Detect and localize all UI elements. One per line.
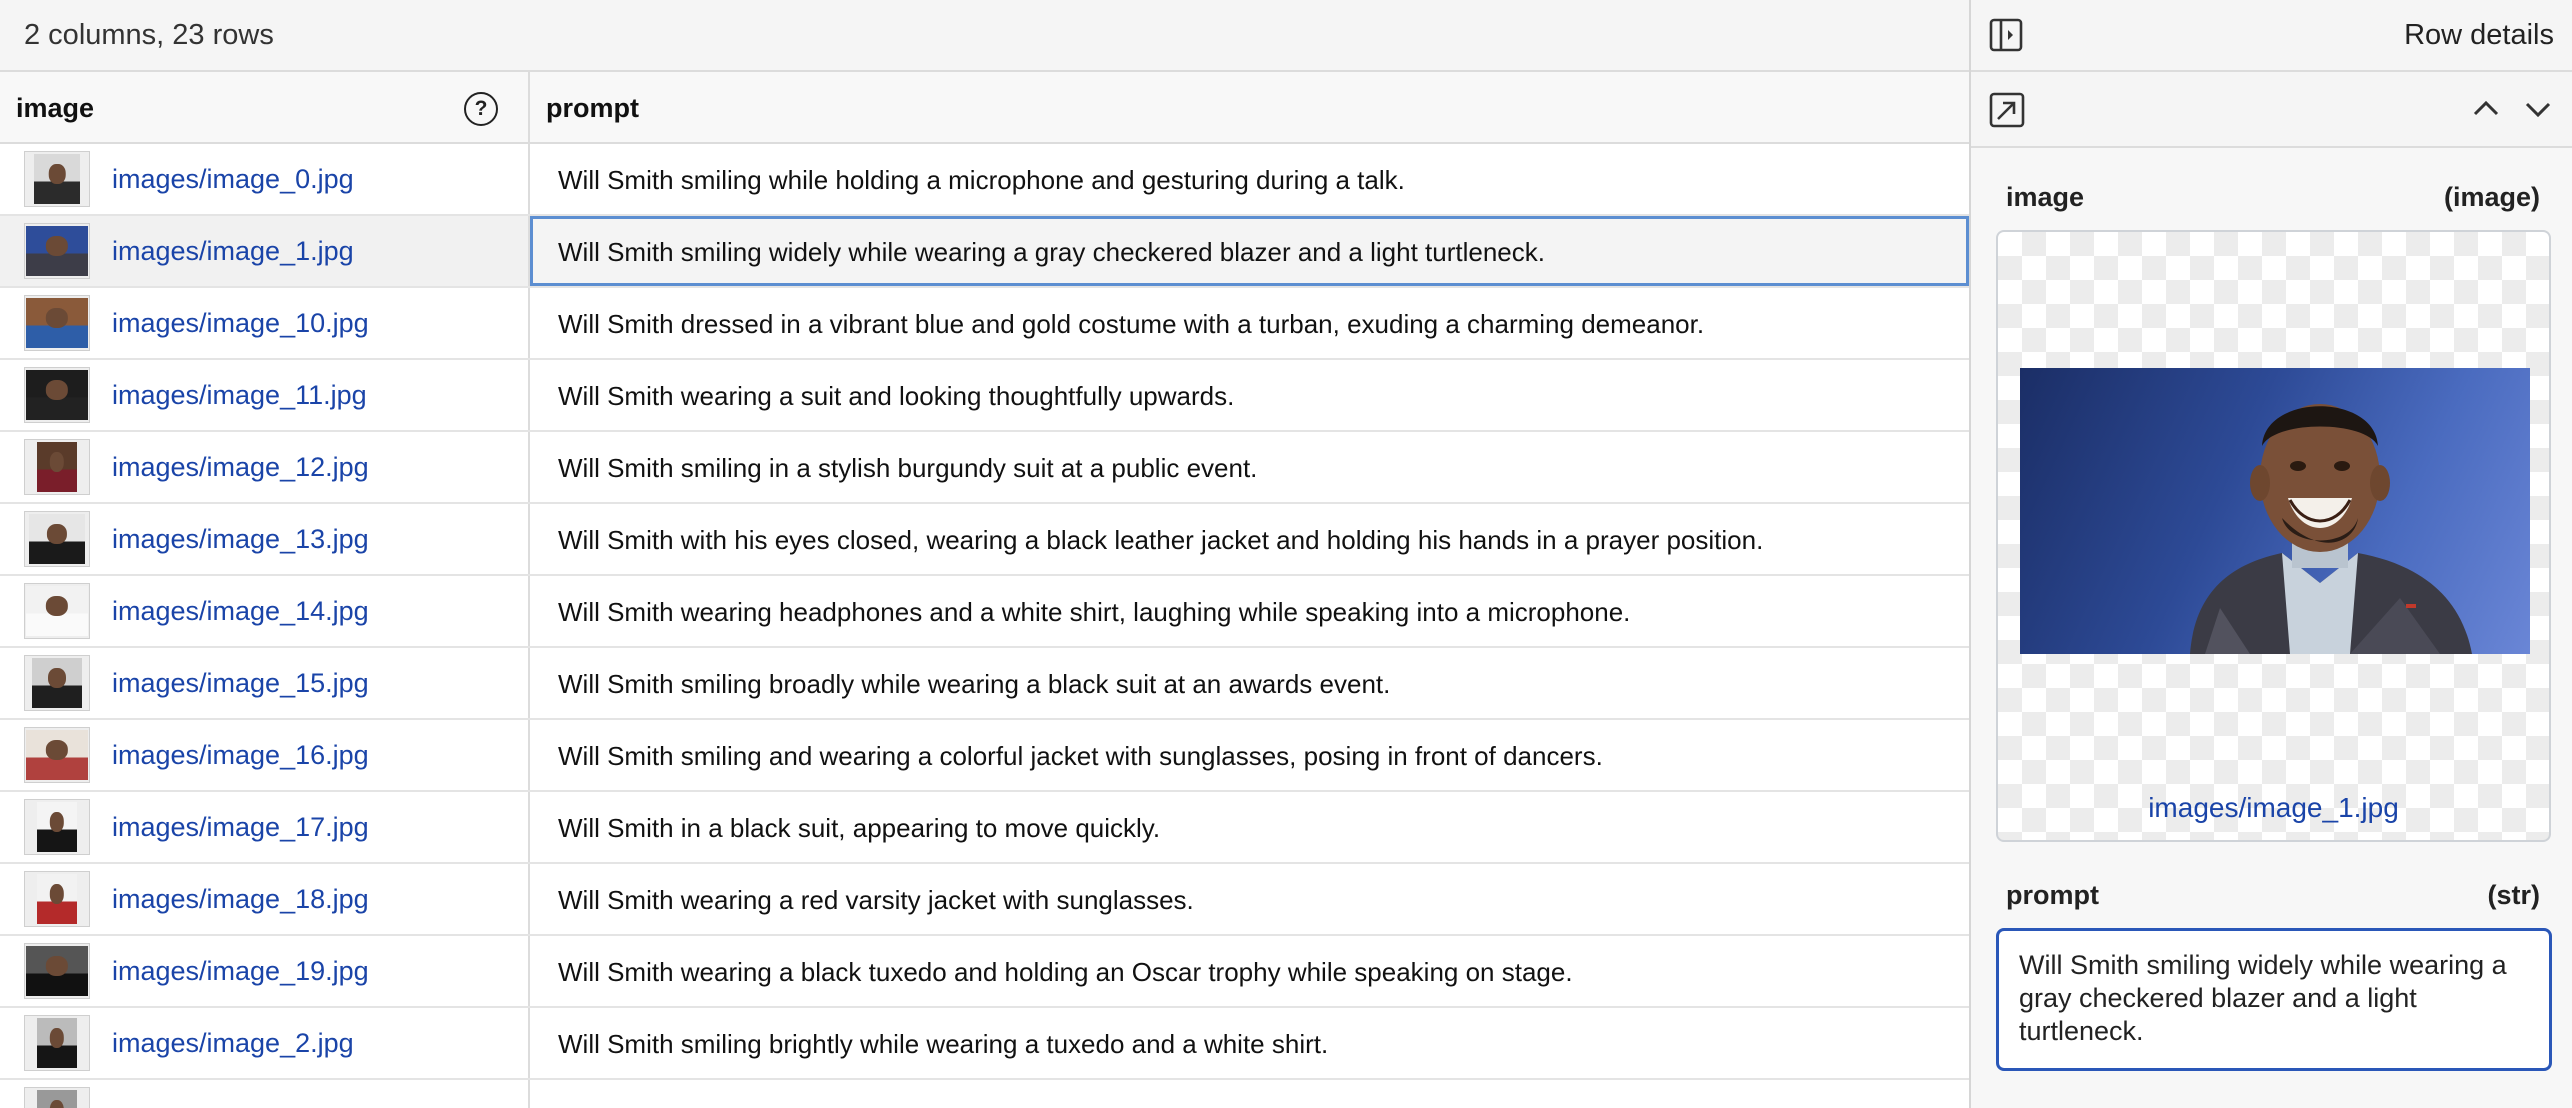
thumbnail-face [50,884,64,904]
prompt-text: Will Smith smiling in a stylish burgundy suit at a public event. [558,453,1258,483]
column-header-image[interactable] [0,72,530,144]
thumbnail-face [48,668,66,688]
thumbnail-face [46,740,68,760]
image-preview [1996,230,2551,842]
cell-prompt[interactable] [530,720,1969,790]
image-path-link[interactable]: images/image_19.jpg [112,956,369,986]
image-path-link[interactable]: images/image_14.jpg [112,596,369,626]
prompt-text: Will Smith with his eyes closed, wearing a black leather jacket and holding his hands in a prayer position. [558,525,1764,555]
table-row[interactable] [0,936,1969,1008]
prompt-text: Will Smith wearing a suit and looking thoughtfully upwards. [558,381,1235,411]
cell-prompt[interactable] [530,432,1969,502]
table-row[interactable] [0,720,1969,792]
image-preview-photo[interactable] [2020,368,2530,654]
thumbnail-face [50,812,64,832]
cell-image[interactable] [0,216,530,286]
image-thumbnail[interactable] [24,511,90,567]
cell-prompt[interactable] [530,1008,1969,1078]
thumbnail-photo [26,226,88,276]
cell-image[interactable] [0,576,530,646]
cell-image[interactable] [0,864,530,934]
cell-prompt[interactable] [530,1080,1969,1108]
cell-image[interactable] [0,1080,530,1108]
table-row[interactable] [0,1008,1969,1080]
image-path-link[interactable]: images/image_1.jpg [112,236,354,266]
image-thumbnail[interactable] [24,295,90,351]
table-row[interactable] [0,288,1969,360]
thumbnail-photo [34,154,80,204]
image-thumbnail[interactable] [24,1015,90,1071]
chevron-down-icon[interactable] [2523,96,2553,127]
image-path-link[interactable]: images/image_16.jpg [112,740,369,770]
image-thumbnail[interactable] [24,727,90,783]
thumbnail-face [47,524,67,544]
image-thumbnail[interactable] [24,439,90,495]
cell-image[interactable] [0,360,530,430]
cell-image[interactable] [0,144,530,214]
grid-summary-bar [0,0,1969,72]
cell-prompt[interactable] [530,576,1969,646]
thumbnail-face [46,596,68,616]
cell-prompt[interactable] [530,360,1969,430]
details-toolbar [1971,72,2572,148]
image-thumbnail[interactable] [24,367,90,423]
table-row[interactable] [0,648,1969,720]
details-header [1971,0,2572,72]
grid-rows [0,144,1969,1108]
cell-image[interactable] [0,792,530,862]
cell-image[interactable] [0,648,530,718]
cell-prompt[interactable] [530,792,1969,862]
prompt-text: Will Smith smiling brightly while wearing a tuxedo and a white shirt. [558,1029,1329,1059]
prompt-text: Will Smith dressed in a vibrant blue and gold costume with a turban, exuding a charming demeanor. [558,309,1705,339]
prompt-value-textarea[interactable]: Will Smith smiling widely while wearing a gray checkered blazer and a light turtleneck. [1996,928,2552,1071]
table-row[interactable] [0,576,1969,648]
details-title: Row details [2404,19,2554,51]
image-preview-caption[interactable]: images/image_1.jpg [2148,792,2399,823]
thumbnail-photo [26,730,88,780]
prompt-text: Will Smith smiling broadly while wearing a black suit at an awards event. [558,669,1391,699]
image-thumbnail[interactable] [24,223,90,279]
prompt-text: Will Smith wearing a black tuxedo and holding an Oscar trophy while speaking on stage. [558,957,1573,987]
image-thumbnail[interactable] [24,871,90,927]
prompt-field-label: prompt [2006,880,2099,910]
thumbnail-face [46,956,68,976]
thumbnail-photo [26,946,88,996]
thumbnail-face [50,1028,64,1048]
thumbnail-face [49,164,66,184]
thumbnail-face [50,452,64,472]
image-thumbnail[interactable] [24,151,90,207]
image-path-link[interactable]: images/image_13.jpg [112,524,369,554]
column-header-prompt[interactable] [530,72,1969,144]
table-row[interactable] [0,360,1969,432]
cell-image[interactable] [0,1008,530,1078]
prompt-text: Will Smith smiling while holding a microphone and gesturing during a talk. [558,165,1405,195]
column-header-label: prompt [546,93,639,123]
thumbnail-photo [26,370,88,420]
help-icon[interactable]: ? [464,92,498,126]
thumbnail-photo [37,442,77,492]
cell-image[interactable] [0,720,530,790]
open-external-icon[interactable] [1989,92,2025,133]
image-path-link[interactable]: images/image_12.jpg [112,452,369,482]
thumbnail-photo [26,298,88,348]
prompt-text: Will Smith in a black suit, appearing to move quickly. [558,813,1161,843]
prompt-text: Will Smith wearing a red varsity jacket with sunglasses. [558,885,1194,915]
prompt-text: Will Smith smiling widely while wearing a gray checkered blazer and a light turtleneck. [558,237,1545,267]
prompt-text: Will Smith wearing headphones and a white shirt, laughing while speaking into a microphone. [558,597,1631,627]
cell-image[interactable] [0,432,530,502]
thumbnail-photo [37,1018,77,1068]
cell-prompt[interactable] [530,216,1969,286]
image-path-link[interactable]: images/image_11.jpg [112,380,367,410]
thumbnail-photo [26,586,88,636]
thumbnail-face [50,1100,64,1108]
image-path-link[interactable]: images/image_0.jpg [112,164,354,194]
row-details-panel [1969,0,2572,1108]
image-path-link[interactable]: images/image_2.jpg [112,1028,354,1058]
table-row[interactable] [0,216,1969,288]
grid-header [0,72,1969,144]
sidebar-toggle-icon[interactable] [1989,18,2023,57]
table-row[interactable] [0,792,1969,864]
image-path-link[interactable]: images/image_18.jpg [112,884,369,914]
table-row[interactable] [0,504,1969,576]
table-row[interactable] [0,432,1969,504]
prompt-text: Will Smith smiling and wearing a colorful jacket with sunglasses, posing in front of dancers. [558,741,1603,771]
thumbnail-photo [37,1090,77,1108]
thumbnail-photo [37,874,77,924]
cell-prompt[interactable] [530,648,1969,718]
image-path-link[interactable]: images/image_17.jpg [112,812,369,842]
grid-summary: 2 columns, 23 rows [24,19,274,51]
details-body [1971,148,2572,1108]
image-path-link[interactable]: images/image_10.jpg [112,308,369,338]
table-row[interactable] [0,864,1969,936]
image-field-type: (image) [2443,182,2540,212]
chevron-up-icon[interactable] [2471,96,2501,127]
table-row[interactable] [0,1080,1969,1108]
cell-image[interactable] [0,288,530,358]
image-path-link[interactable]: images/image_15.jpg [112,668,369,698]
image-thumbnail[interactable] [24,583,90,639]
column-header-label: image [16,93,95,123]
cell-prompt[interactable] [530,288,1969,358]
thumbnail-photo [32,658,82,708]
prompt-field-type: (str) [2487,880,2540,910]
cell-prompt[interactable] [530,144,1969,214]
image-thumbnail[interactable] [24,799,90,855]
image-thumbnail[interactable] [24,943,90,999]
image-field-label: image [2006,182,2085,212]
thumbnail-photo [37,802,77,852]
thumbnail-photo [29,514,85,564]
thumbnail-face [46,236,68,256]
cell-image[interactable] [0,936,530,1006]
image-thumbnail[interactable] [24,655,90,711]
thumbnail-face [46,308,68,328]
table-row[interactable] [0,144,1969,216]
thumbnail-face [46,380,68,400]
cell-image[interactable] [0,504,530,574]
image-thumbnail[interactable] [24,1087,90,1108]
cell-prompt[interactable] [530,504,1969,574]
cell-prompt[interactable] [530,864,1969,934]
cell-prompt[interactable] [530,936,1969,1006]
